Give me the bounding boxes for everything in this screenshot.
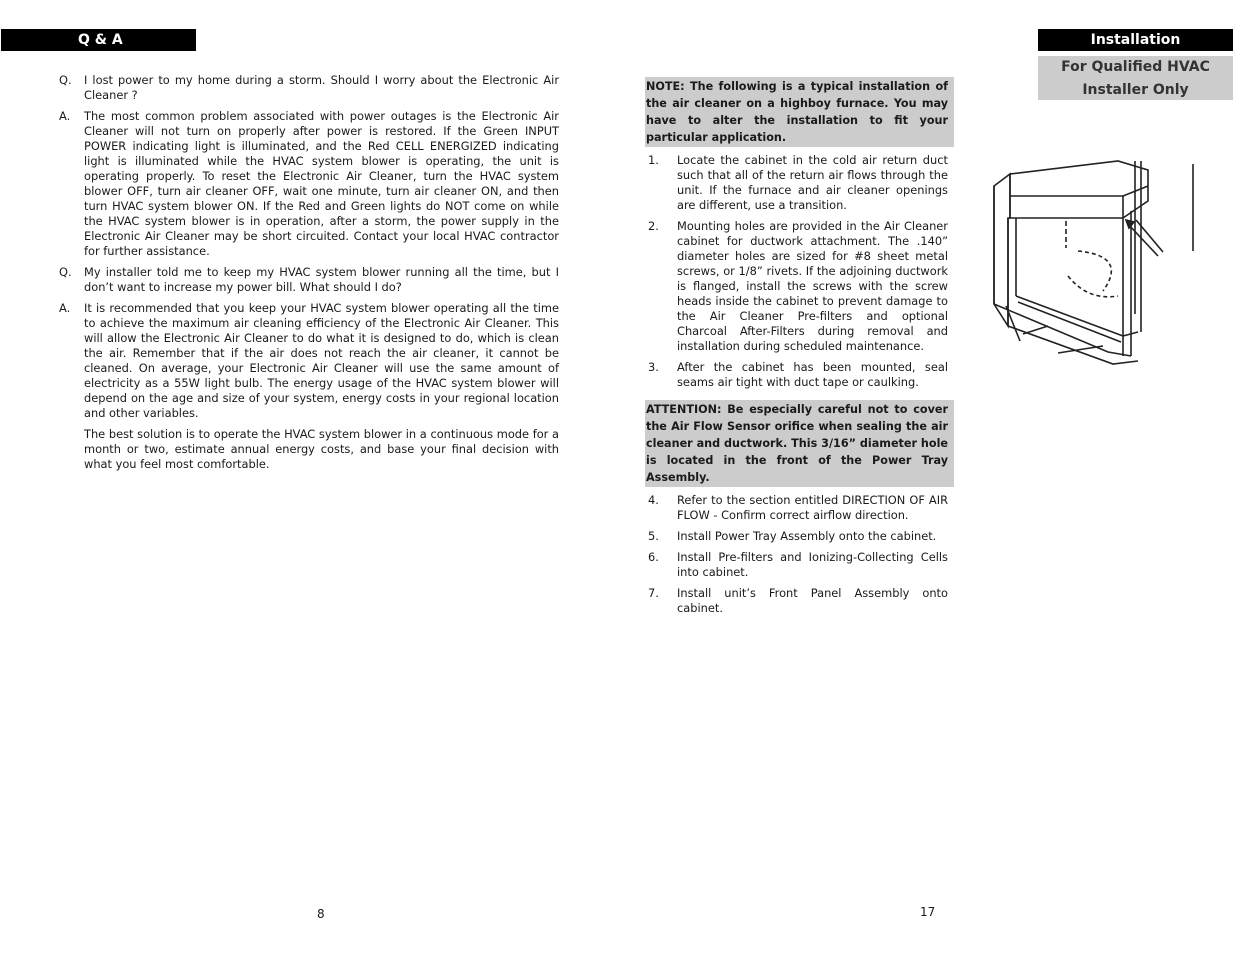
qa-text: I lost power to my home during a storm. Should I worry about the Electronic Air Cleaner ? xyxy=(84,73,559,102)
qa-item xyxy=(59,265,559,295)
qa-continuation-paragraph: The best solution is to operate the HVAC system blower in a continuous mode for a month or two, estimate annual energy costs, and base your final decision with what you feel most comfortable. xyxy=(84,427,559,471)
installation-step xyxy=(645,153,954,213)
step-text: Mounting holes are provided in the Air Cleaner cabinet for ductwork attachment. The .140” diameter holes are sized for #8 sheet metal screws, or 1/8” rivets. If the adjoining ductwork is flanged, install the screws with the screw heads inside the cabinet to prevent damage to the Air Cleaner Pre-filters and optional Charcoal After-Filters during removal and installation during scheduled maintenance. xyxy=(677,219,948,353)
attention-box: ATTENTION: Be especially careful not to cover the Air Flow Sensor orifice when sealing the air cleaner and ductwork. This 3/16” diameter hole is located in the front of the Power Tray Assembly. xyxy=(645,400,954,487)
step-number: 3. xyxy=(648,360,659,374)
qa-section-title: Q & A xyxy=(78,32,123,48)
step-text: After the cabinet has been mounted, seal seams air tight with duct tape or caulking. xyxy=(677,360,948,389)
step-number: 6. xyxy=(648,550,659,564)
installation-steps-second xyxy=(645,493,954,616)
qa-section-header xyxy=(1,29,196,51)
step-text: Install unit’s Front Panel Assembly onto cabinet. xyxy=(677,586,948,615)
step-text: Refer to the section entitled DIRECTION OF AIR FLOW - Confirm correct airflow direction. xyxy=(677,493,948,522)
installation-step xyxy=(645,550,954,580)
step-text: Install Pre-filters and Ionizing-Collecting Cells into cabinet. xyxy=(677,550,948,579)
qa-tag: A. xyxy=(59,301,71,315)
step-text: Locate the cabinet in the cold air return duct such that all of the return air flows through the unit. If the furnace and air cleaner openings are different, use a transition. xyxy=(677,153,948,212)
installation-section-header xyxy=(1038,29,1233,51)
qa-tag: Q. xyxy=(59,73,72,87)
qa-column xyxy=(59,73,559,472)
qa-text: My installer told me to keep my HVAC system blower running all the time, but I don’t want to increase my power bill. What should I do? xyxy=(84,265,559,294)
page-number-left: 8 xyxy=(317,907,325,921)
step-number: 4. xyxy=(648,493,659,507)
qa-tag: A. xyxy=(59,109,71,123)
installation-section-title: Installation xyxy=(1090,32,1181,48)
installation-step xyxy=(645,360,954,390)
installation-step xyxy=(645,493,954,523)
note-box: NOTE: The following is a typical installation of the air cleaner on a highboy furnace. You may have to alter the installation to fit your particular application. xyxy=(645,77,954,147)
qa-item xyxy=(59,301,559,421)
step-number: 7. xyxy=(648,586,659,600)
installer-only-banner: For Qualified HVAC Installer Only xyxy=(1038,56,1233,100)
installation-column xyxy=(645,77,954,616)
step-text: Install Power Tray Assembly onto the cabinet. xyxy=(677,529,937,543)
installation-steps-first xyxy=(645,153,954,390)
step-number: 2. xyxy=(648,219,659,233)
qa-item xyxy=(59,73,559,103)
step-number: 5. xyxy=(648,529,659,543)
installation-step xyxy=(645,529,954,544)
qa-item xyxy=(59,109,559,259)
installation-step xyxy=(645,586,954,616)
installation-step xyxy=(645,219,954,354)
qa-text: The most common problem associated with power outages is the Electronic Air Cleaner will not turn on properly after power is restored. If the Green INPUT POWER indicating light is illuminated, and the Red CELL ENERGIZED indicating light is illuminated while the HVAC system blower is operating, the unit is operating properly. To reset the Electronic Air Cleaner, turn the HVAC system blower OFF, turn air cleaner OFF, wait one minute, turn air cleaner ON, and then turn HVAC system blower ON. If the Red and Green lights do NOT come on while the HVAC system blower is in operation, after a storm, the power supply in the Electronic Air Cleaner may be short circuited. Contact your local HVAC contractor for further assistance. xyxy=(84,109,559,258)
qa-text: It is recommended that you keep your HVAC system blower operating all the time to achieve the maximum air cleaning efficiency of the Electronic Air Cleaner. This will allow the Electronic Air Cleaner to do what it is designed to do, which is clean the air. Remember that if the air does not reach the air cleaner, it cannot be cleaned. On average, your Electronic Air Cleaner will use the same amount of electricity as a 55W light bulb. The energy usage of the HVAC system blower will depend on the age and size of your system, energy costs in your regional location and other variables. xyxy=(84,301,559,420)
qa-tag: Q. xyxy=(59,265,72,279)
step-number: 1. xyxy=(648,153,659,167)
air-cleaner-cabinet-diagram xyxy=(988,156,1198,371)
page-number-right: 17 xyxy=(920,905,936,919)
